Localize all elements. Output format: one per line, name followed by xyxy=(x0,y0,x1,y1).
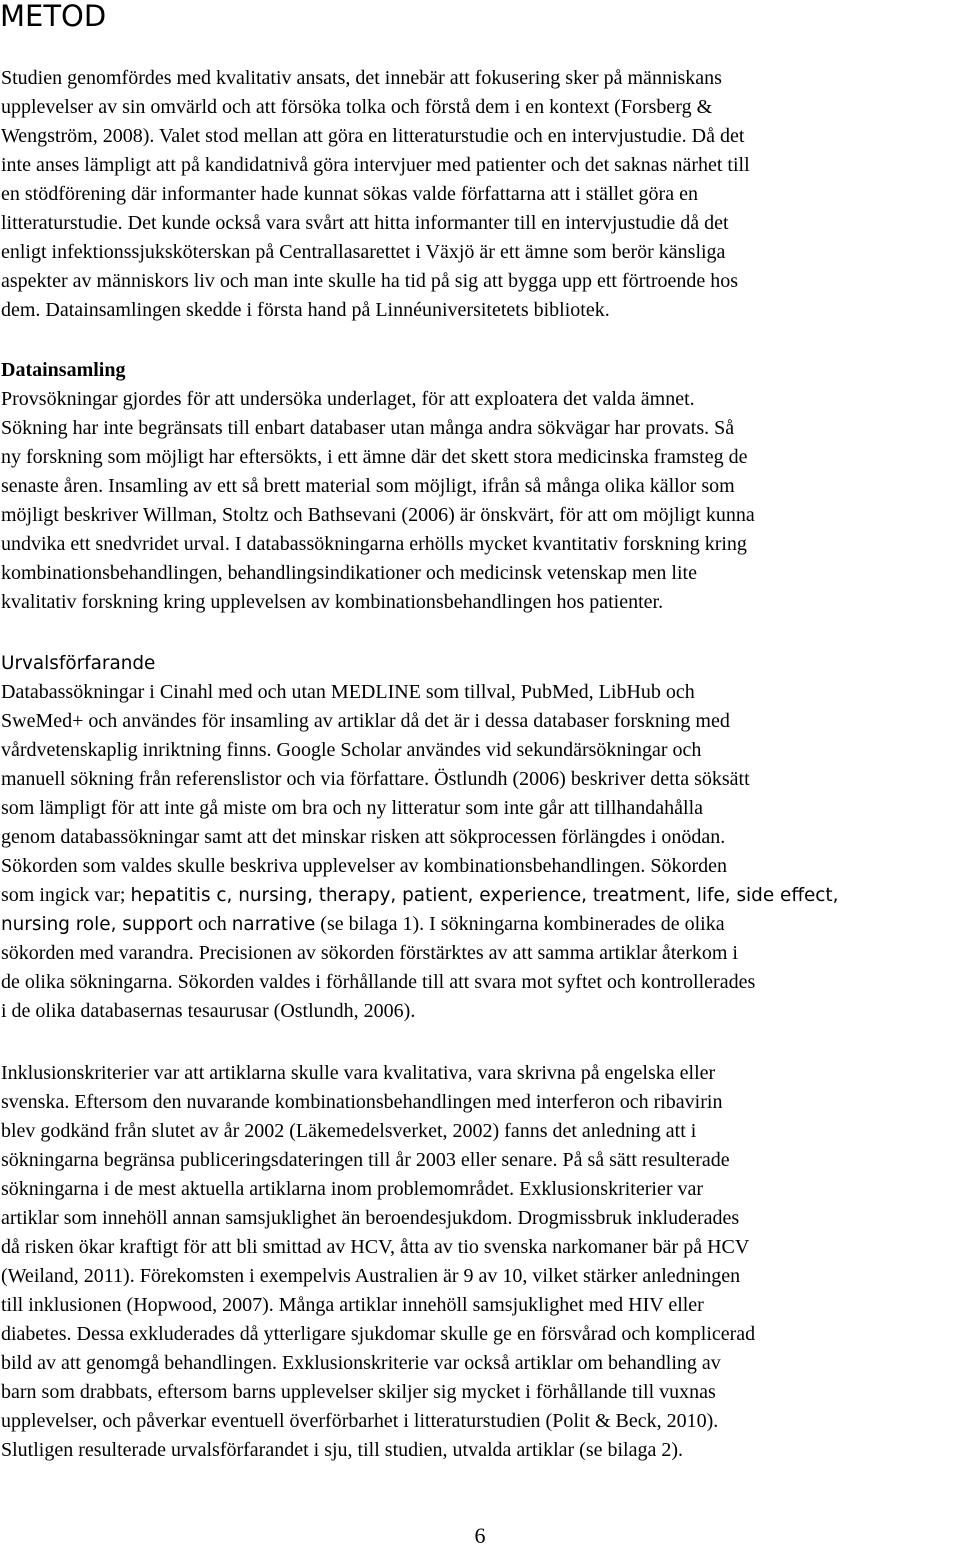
text-line: litteraturstudie. Det kunde också vara svårt att hitta informanter till en intervjustudie då det xyxy=(1,212,729,234)
text-line: barn som drabbats, eftersom barns upplevelser skiljer sig mycket i förhållande till vuxnas xyxy=(1,1381,716,1403)
text-line: blev godkänd från slutet av år 2002 (Läkemedelsverket, 2002) fanns det anledning att i xyxy=(1,1120,697,1142)
keyword-list: hepatitis c, nursing, therapy, patient, experience, treatment, life, side effect, xyxy=(130,885,839,906)
text-fragment: (se bilaga 1). I sökningarna kombinerades de olika xyxy=(315,913,725,935)
text-line: manuell sökning från referenslistor och via författare. Östlundh (2006) beskriver detta söksätt xyxy=(1,768,750,790)
text-line: enligt infektionssjuksköterskan på Centrallasarettet i Växjö är ett ämne som berör känsliga xyxy=(1,241,726,263)
inklusion-paragraph xyxy=(1,1059,959,1465)
text-line: möjligt beskriver Willman, Stoltz och Bathsevani (2006) är önskvärt, för att om möjligt kunna xyxy=(1,504,755,526)
keyword-list: narrative xyxy=(231,914,316,935)
text-line: till inklusionen (Hopwood, 2007). Många artiklar innehöll samsjuklighet med HIV eller xyxy=(1,1294,704,1316)
intro-paragraph xyxy=(1,64,959,325)
text-line: de olika sökningarna. Sökorden valdes i förhållande till att svara mot syftet och kontrollerades xyxy=(1,971,756,993)
text-line: bild av att genomgå behandlingen. Exklusionskriterie var också artiklar om behandling av xyxy=(1,1352,721,1374)
text-fragment: och xyxy=(192,913,232,935)
keywords-line xyxy=(1,910,959,939)
text-line: svenska. Eftersom den nuvarande kombinationsbehandlingen med interferon och ribavirin xyxy=(1,1091,723,1113)
page-title: METOD xyxy=(0,0,107,33)
text-line: (Weiland, 2011). Förekomsten i exempelvis Australien är 9 av 10, vilket stärker anledningen xyxy=(1,1265,741,1287)
text-line: genom databassökningar samt att det minskar risken att sökprocessen förlängdes i onödan. xyxy=(1,826,726,848)
datainsamling-paragraph xyxy=(1,385,959,617)
keywords-line xyxy=(1,881,959,910)
section-heading-urval: Urvalsförfarande xyxy=(1,653,156,674)
text-line: vårdvetenskaplig inriktning finns. Google Scholar användes vid sekundärsökningar och xyxy=(1,739,702,761)
text-line: undvika ett snedvridet urval. I databassökningarna erhölls mycket kvantitativ forskning kring xyxy=(1,533,747,555)
text-line: dem. Datainsamlingen skedde i första hand på Linnéuniversitetets bibliotek. xyxy=(1,299,610,321)
text-line: kombinationsbehandlingen, behandlingsindikationer och medicinsk vetenskap men lite xyxy=(1,562,697,584)
text-line: ny forskning som möjligt har eftersökts, i ett ämne där det skett stora medicinska framsteg de xyxy=(1,446,748,468)
text-line: upplevelser av sin omvärld och att försöka tolka och förstå dem i en kontext (Forsberg & xyxy=(1,96,713,118)
text-line: upplevelser, och påverkar eventuell överförbarhet i litteraturstudien (Polit & Beck, 2010). xyxy=(1,1410,719,1432)
text-line: diabetes. Dessa exkluderades då ytterligare sjukdomar skulle ge en försvårad och komplicerad xyxy=(1,1323,756,1345)
text-line: kvalitativ forskning kring upplevelsen av kombinationsbehandlingen hos patienter. xyxy=(1,591,664,613)
text-line: då risken ökar kraftigt för att bli smittad av HCV, åtta av tio svenska narkomaner bär på HCV xyxy=(1,1236,750,1258)
text-line: sökningarna i de mest aktuella artiklarna inom problemområdet. Exklusionskriterier var xyxy=(1,1178,704,1200)
text-line: Databassökningar i Cinahl med och utan MEDLINE som tillval, PubMed, LibHub och xyxy=(1,681,695,703)
text-line: Sökning har inte begränsats till enbart databaser utan många andra sökvägar har provats. Så xyxy=(1,417,735,439)
text-line: Inklusionskriterier var att artiklarna skulle vara kvalitativa, vara skrivna på engelska eller xyxy=(1,1062,716,1084)
text-line: Provsökningar gjordes för att undersöka underlaget, för att exploatera det valda ämnet. xyxy=(1,388,695,410)
keyword-list: nursing role, support xyxy=(1,914,193,935)
text-line: som lämpligt för att inte gå miste om bra och ny litteratur som inte går att tillhandahålla xyxy=(1,797,704,819)
text-line: artiklar som innehöll annan samsjuklighet än beroendesjukdom. Drogmissbruk inkluderades xyxy=(1,1207,740,1229)
text-line: Studien genomfördes med kvalitativ ansats, det innebär att fokusering sker på människans xyxy=(1,67,722,89)
page-number: 6 xyxy=(474,1523,486,1548)
text-line: inte anses lämpligt att på kandidatnivå göra intervjuer med patienter och det saknas närhet till xyxy=(1,154,750,176)
text-line: Slutligen resulterade urvalsförfarandet i sju, till studien, utvalda artiklar (se bilaga 2). xyxy=(1,1439,684,1461)
urval-paragraph xyxy=(1,678,959,1026)
text-line: SweMed+ och användes för insamling av artiklar då det är i dessa databaser forskning med xyxy=(1,710,730,732)
section-heading-datainsamling: Datainsamling xyxy=(1,359,126,381)
text-line: sökningarna begränsa publiceringsdateringen till år 2003 eller senare. På så sätt resulterade xyxy=(1,1149,730,1171)
text-line: i de olika databasernas tesaurusar (Ostlundh, 2006). xyxy=(1,1000,416,1022)
text-line: senaste åren. Insamling av ett så brett material som möjligt, ifrån så många olika källor som xyxy=(1,475,735,497)
text-fragment: som ingick var; xyxy=(1,884,131,906)
text-line: aspekter av människors liv och man inte skulle ha tid på sig att bygga upp ett förtroende hos xyxy=(1,270,739,292)
text-line: sökorden med varandra. Precisionen av sökorden förstärktes av att samma artiklar återkom i xyxy=(1,942,738,964)
text-line: Sökorden som valdes skulle beskriva upplevelser av kombinationsbehandlingen. Sökorden xyxy=(1,855,727,877)
text-line: Wengström, 2008). Valet stod mellan att göra en litteraturstudie och en intervjustudie. Då det xyxy=(1,125,745,147)
text-line: en stödförening där informanter hade kunnat sökas valde författarna att i stället göra en xyxy=(1,183,698,205)
